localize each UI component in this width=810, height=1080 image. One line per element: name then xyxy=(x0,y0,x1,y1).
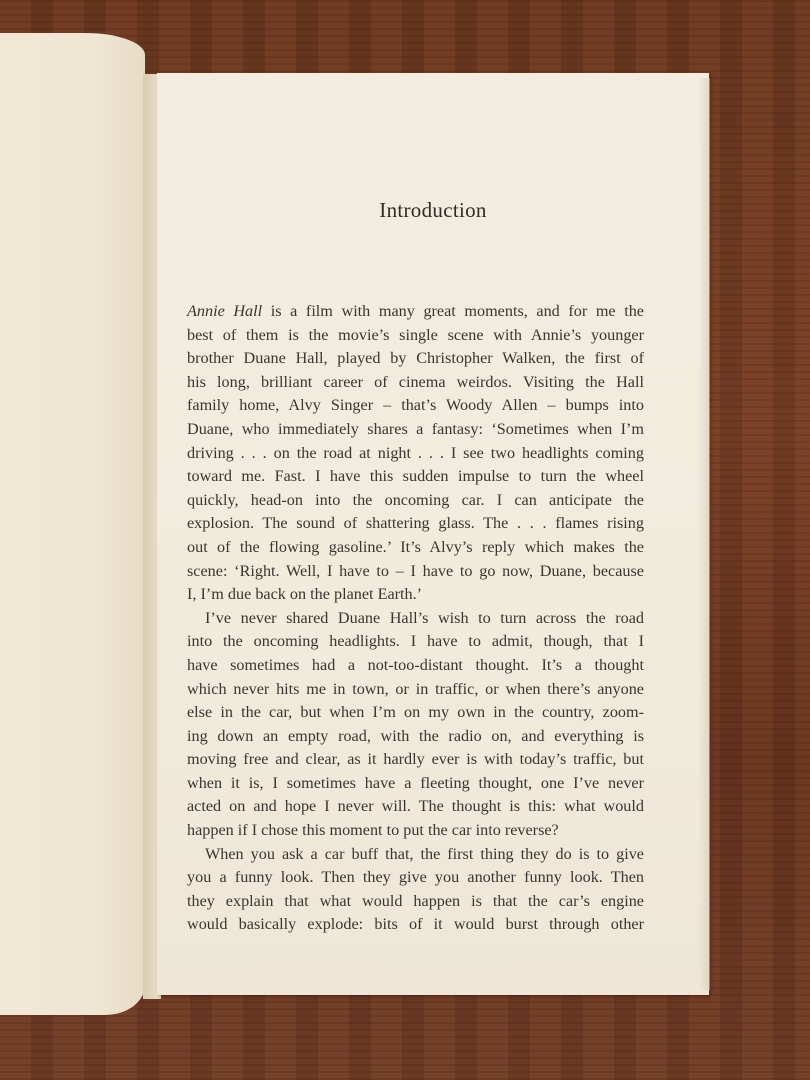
text-line: ing down an empty road, with the radio on, and everything is xyxy=(187,726,644,745)
film-title: Annie Hall xyxy=(187,302,263,320)
text-line: out of the flowing gasoline.’ It’s Alvy’s reply which makes the xyxy=(187,537,644,556)
text-line: quickly, head-on into the oncoming car. I can anticipate the xyxy=(187,490,644,509)
body-text xyxy=(187,300,644,937)
text-line: acted on and hope I never will. The thought is this: what would xyxy=(187,797,644,816)
text-line: Annie Hall is a film with many great moments, and for me the xyxy=(187,302,644,320)
text-line: brother Duane Hall, played by Christopher Walken, the first of xyxy=(187,349,644,368)
paragraph xyxy=(187,843,644,937)
text-line: When you ask a car buff that, the first thing they do is to give xyxy=(205,844,644,863)
paragraph xyxy=(187,300,644,607)
text-line: best of them is the movie’s single scene with Annie’s younger xyxy=(187,325,644,344)
text-line: I, I’m due back on the planet Earth.’ xyxy=(187,585,423,604)
text-line: would basically explode: bits of it would burst through other xyxy=(187,915,644,934)
text-line: Duane, who immediately shares a fantasy: ‘Sometimes when I’m xyxy=(187,419,644,438)
text-line: I’ve never shared Duane Hall’s wish to turn across the road xyxy=(205,608,644,627)
text-line: into the oncoming headlights. I have to admit, though, that I xyxy=(187,632,644,651)
text-line: they explain that what would happen is that the car’s engine xyxy=(187,891,644,910)
text-line: explosion. The sound of shattering glass. The . . . flames rising xyxy=(187,514,644,533)
text-line: when it is, I sometimes have a fleeting thought, one I’ve never xyxy=(187,773,644,792)
text-line: moving free and clear, as it hardly ever is with today’s traffic, but xyxy=(187,750,644,769)
text-line: have sometimes had a not-too-distant thought. It’s a thought xyxy=(187,655,644,674)
text-line: which never hits me in town, or in traffic, or when there’s anyone xyxy=(187,679,644,698)
text-line: happen if I chose this moment to put the car into reverse? xyxy=(187,821,559,840)
text-line: else in the car, but when I’m on my own in the country, zoom- xyxy=(187,703,644,722)
paragraph xyxy=(187,607,644,843)
text-line: his long, brilliant career of cinema weirdos. Visiting the Hall xyxy=(187,372,644,391)
text-line: scene: ‘Right. Well, I have to – I have to go now, Duane, because xyxy=(187,561,644,580)
left-page-curl xyxy=(0,33,145,1015)
chapter-title: Introduction xyxy=(379,198,487,222)
text-line: you a funny look. Then they give you another funny look. Then xyxy=(187,868,644,887)
text-line: family home, Alvy Singer – that’s Woody Allen – bumps into xyxy=(187,396,644,415)
text-line: driving . . . on the road at night . . . I see two headlights coming xyxy=(187,443,644,462)
text-line: toward me. Fast. I have this sudden impulse to turn the wheel xyxy=(187,467,644,486)
